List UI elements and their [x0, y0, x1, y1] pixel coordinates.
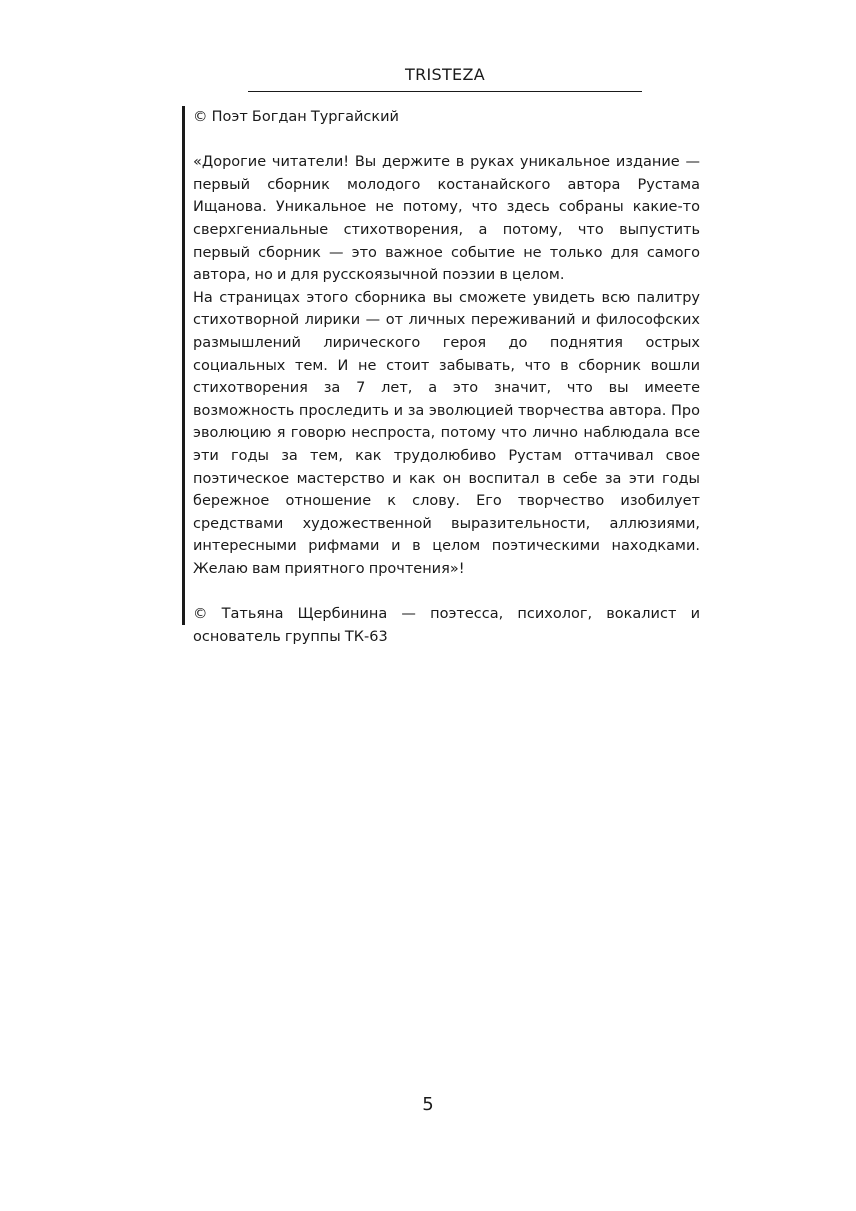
foreword-block: [182, 106, 700, 645]
book-title: TRISTEZA: [405, 65, 485, 84]
foreword-paragraph: «Дорогие читатели! Вы держите в руках уникальное издание — первый сборник молодого костанайского автора Рустама Ищанова. Уникальное не потому, что здесь собраны какие-то сверхгениальные стихотворения, а потому, что выпустить первый сборник — это важное событие не только для самого автора, но и для русскоязычной поэзии в целом.: [193, 154, 700, 284]
foreword-paragraph: На страницах этого сборника вы сможете увидеть всю палитру стихотворной лирики — от личных переживаний и философских размышлений лирического героя до поднятия острых социальных тем. И не стоит забывать, что в сборник вошли стихотворения за 7 лет, а это значит, что вы имеете возможность проследить и за эволюцией творчества автора. Про эволюцию я говорю неспроста, потому что лично наблюдала все эти годы за тем, как трудолюбиво Рустам оттачивал свое поэтическое мастерство и как он воспитал в себе за эти годы бережное отношение к слову. Его творчество изобилует средствами художественной выразительности, аллюзиями, интересными рифмами и в целом поэтическими находками. Желаю вам приятного прочтения»!: [193, 289, 700, 577]
running-header: [248, 64, 642, 92]
poet-credit: © Поэт Богдан Тургайский: [193, 109, 399, 125]
page-number: 5: [422, 1094, 434, 1115]
author-credit: © Татьяна Щербинина — поэтесса, психолог, вокалист и основатель группы ТК-63: [193, 606, 700, 645]
